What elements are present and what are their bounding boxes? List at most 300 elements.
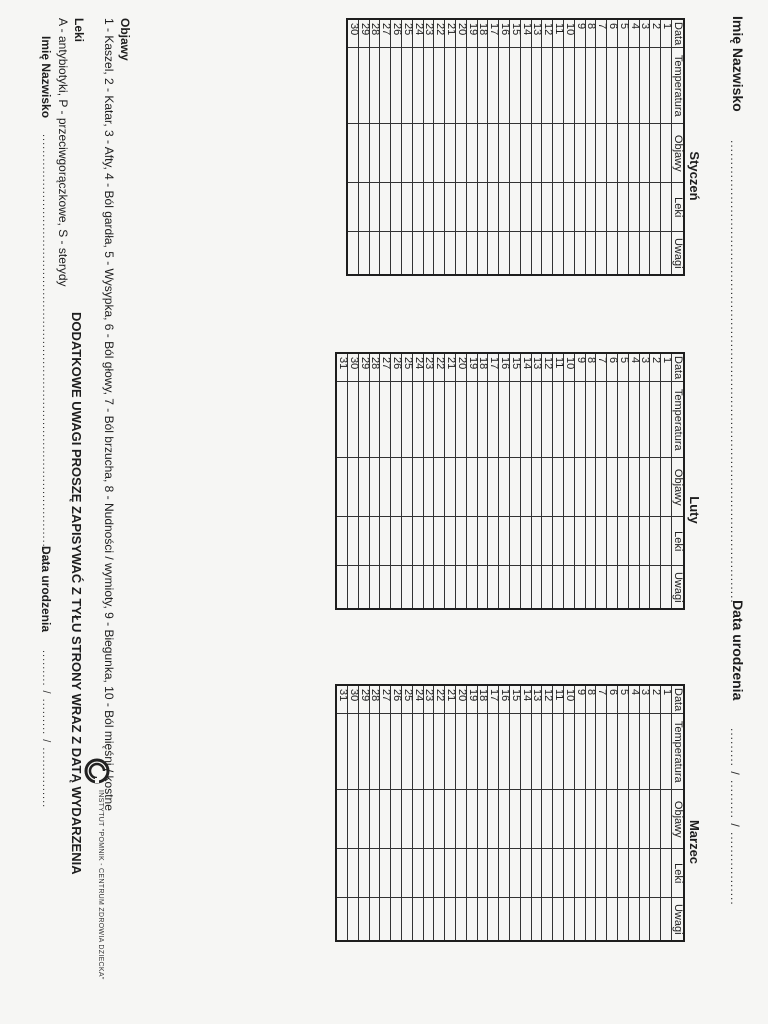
symptoms-cell[interactable] bbox=[574, 458, 585, 517]
symptoms-cell[interactable] bbox=[520, 124, 531, 183]
meds-cell[interactable] bbox=[618, 517, 629, 566]
notes-cell[interactable] bbox=[510, 232, 521, 276]
symptoms-cell[interactable] bbox=[542, 790, 553, 849]
notes-cell[interactable] bbox=[553, 566, 564, 610]
notes-cell[interactable] bbox=[423, 566, 434, 610]
symptoms-cell[interactable] bbox=[466, 790, 477, 849]
header-name-field[interactable]: ........................................................................................................... bbox=[728, 140, 742, 604]
temperature-cell[interactable] bbox=[488, 382, 499, 458]
meds-cell[interactable] bbox=[434, 183, 445, 232]
symptoms-cell[interactable] bbox=[661, 458, 672, 517]
symptoms-cell[interactable] bbox=[650, 458, 661, 517]
symptoms-cell[interactable] bbox=[499, 458, 510, 517]
meds-cell[interactable] bbox=[434, 849, 445, 898]
meds-cell[interactable] bbox=[628, 849, 639, 898]
temperature-cell[interactable] bbox=[412, 382, 423, 458]
notes-cell[interactable] bbox=[369, 566, 380, 610]
notes-cell[interactable] bbox=[520, 232, 531, 276]
meds-cell[interactable] bbox=[542, 517, 553, 566]
notes-cell[interactable] bbox=[412, 232, 423, 276]
symptoms-cell[interactable] bbox=[477, 458, 488, 517]
symptoms-cell[interactable] bbox=[445, 458, 456, 517]
symptoms-cell[interactable] bbox=[553, 124, 564, 183]
symptoms-cell[interactable] bbox=[369, 124, 380, 183]
meds-cell[interactable] bbox=[650, 517, 661, 566]
meds-cell[interactable] bbox=[358, 517, 369, 566]
temperature-cell[interactable] bbox=[402, 382, 413, 458]
temperature-cell[interactable] bbox=[423, 714, 434, 790]
symptoms-cell[interactable] bbox=[456, 124, 467, 183]
meds-cell[interactable] bbox=[639, 517, 650, 566]
notes-cell[interactable] bbox=[607, 232, 618, 276]
meds-cell[interactable] bbox=[456, 517, 467, 566]
symptoms-cell[interactable] bbox=[628, 124, 639, 183]
symptoms-cell[interactable] bbox=[520, 790, 531, 849]
notes-cell[interactable] bbox=[369, 232, 380, 276]
meds-cell[interactable] bbox=[380, 183, 391, 232]
temperature-cell[interactable] bbox=[607, 714, 618, 790]
notes-cell[interactable] bbox=[639, 898, 650, 942]
temperature-cell[interactable] bbox=[542, 382, 553, 458]
notes-cell[interactable] bbox=[574, 566, 585, 610]
temperature-cell[interactable] bbox=[564, 48, 575, 124]
symptoms-cell[interactable] bbox=[607, 124, 618, 183]
symptoms-cell[interactable] bbox=[607, 790, 618, 849]
symptoms-cell[interactable] bbox=[531, 458, 542, 517]
temperature-cell[interactable] bbox=[661, 382, 672, 458]
notes-cell[interactable] bbox=[520, 566, 531, 610]
notes-cell[interactable] bbox=[477, 566, 488, 610]
notes-cell[interactable] bbox=[456, 566, 467, 610]
symptoms-cell[interactable] bbox=[369, 458, 380, 517]
meds-cell[interactable] bbox=[380, 517, 391, 566]
notes-cell[interactable] bbox=[348, 566, 359, 610]
notes-cell[interactable] bbox=[542, 232, 553, 276]
notes-cell[interactable] bbox=[423, 898, 434, 942]
symptoms-cell[interactable] bbox=[607, 458, 618, 517]
meds-cell[interactable] bbox=[423, 183, 434, 232]
temperature-cell[interactable] bbox=[477, 714, 488, 790]
notes-cell[interactable] bbox=[347, 232, 358, 276]
temperature-cell[interactable] bbox=[477, 48, 488, 124]
meds-cell[interactable] bbox=[499, 183, 510, 232]
notes-cell[interactable] bbox=[542, 566, 553, 610]
notes-cell[interactable] bbox=[477, 232, 488, 276]
symptoms-cell[interactable] bbox=[499, 790, 510, 849]
symptoms-cell[interactable] bbox=[618, 790, 629, 849]
notes-cell[interactable] bbox=[434, 566, 445, 610]
notes-cell[interactable] bbox=[499, 566, 510, 610]
meds-cell[interactable] bbox=[574, 849, 585, 898]
notes-cell[interactable] bbox=[434, 898, 445, 942]
temperature-cell[interactable] bbox=[369, 48, 380, 124]
meds-cell[interactable] bbox=[466, 517, 477, 566]
symptoms-cell[interactable] bbox=[488, 458, 499, 517]
notes-cell[interactable] bbox=[618, 232, 629, 276]
notes-cell[interactable] bbox=[358, 232, 369, 276]
symptoms-cell[interactable] bbox=[391, 790, 402, 849]
notes-cell[interactable] bbox=[618, 898, 629, 942]
meds-cell[interactable] bbox=[564, 183, 575, 232]
footer-birth-field[interactable]: ......... / ......... / ............... bbox=[40, 650, 52, 809]
notes-cell[interactable] bbox=[466, 898, 477, 942]
symptoms-cell[interactable] bbox=[499, 124, 510, 183]
notes-cell[interactable] bbox=[574, 898, 585, 942]
meds-cell[interactable] bbox=[596, 517, 607, 566]
notes-cell[interactable] bbox=[477, 898, 488, 942]
temperature-cell[interactable] bbox=[445, 714, 456, 790]
notes-cell[interactable] bbox=[499, 898, 510, 942]
symptoms-cell[interactable] bbox=[639, 790, 650, 849]
meds-cell[interactable] bbox=[553, 517, 564, 566]
meds-cell[interactable] bbox=[542, 183, 553, 232]
meds-cell[interactable] bbox=[456, 183, 467, 232]
notes-cell[interactable] bbox=[499, 232, 510, 276]
notes-cell[interactable] bbox=[639, 566, 650, 610]
meds-cell[interactable] bbox=[466, 849, 477, 898]
notes-cell[interactable] bbox=[650, 566, 661, 610]
symptoms-cell[interactable] bbox=[380, 124, 391, 183]
temperature-cell[interactable] bbox=[358, 382, 369, 458]
symptoms-cell[interactable] bbox=[596, 790, 607, 849]
meds-cell[interactable] bbox=[380, 849, 391, 898]
symptoms-cell[interactable] bbox=[531, 124, 542, 183]
meds-cell[interactable] bbox=[574, 517, 585, 566]
meds-cell[interactable] bbox=[466, 183, 477, 232]
meds-cell[interactable] bbox=[499, 517, 510, 566]
notes-cell[interactable] bbox=[380, 898, 391, 942]
notes-cell[interactable] bbox=[596, 232, 607, 276]
meds-cell[interactable] bbox=[607, 517, 618, 566]
meds-cell[interactable] bbox=[423, 849, 434, 898]
meds-cell[interactable] bbox=[445, 517, 456, 566]
symptoms-cell[interactable] bbox=[466, 458, 477, 517]
symptoms-cell[interactable] bbox=[564, 124, 575, 183]
temperature-cell[interactable] bbox=[412, 714, 423, 790]
notes-cell[interactable] bbox=[596, 898, 607, 942]
temperature-cell[interactable] bbox=[434, 382, 445, 458]
temperature-cell[interactable] bbox=[607, 382, 618, 458]
symptoms-cell[interactable] bbox=[488, 124, 499, 183]
temperature-cell[interactable] bbox=[531, 48, 542, 124]
symptoms-cell[interactable] bbox=[639, 124, 650, 183]
symptoms-cell[interactable] bbox=[585, 458, 596, 517]
temperature-cell[interactable] bbox=[628, 48, 639, 124]
notes-cell[interactable] bbox=[456, 898, 467, 942]
meds-cell[interactable] bbox=[531, 183, 542, 232]
temperature-cell[interactable] bbox=[574, 48, 585, 124]
symptoms-cell[interactable] bbox=[618, 458, 629, 517]
temperature-cell[interactable] bbox=[596, 48, 607, 124]
symptoms-cell[interactable] bbox=[531, 790, 542, 849]
temperature-cell[interactable] bbox=[380, 382, 391, 458]
notes-cell[interactable] bbox=[445, 898, 456, 942]
temperature-cell[interactable] bbox=[574, 714, 585, 790]
symptoms-cell[interactable] bbox=[618, 124, 629, 183]
temperature-cell[interactable] bbox=[585, 382, 596, 458]
temperature-cell[interactable] bbox=[488, 48, 499, 124]
meds-cell[interactable] bbox=[564, 517, 575, 566]
notes-cell[interactable] bbox=[412, 898, 423, 942]
meds-cell[interactable] bbox=[488, 183, 499, 232]
temperature-cell[interactable] bbox=[358, 48, 369, 124]
meds-cell[interactable] bbox=[369, 183, 380, 232]
temperature-cell[interactable] bbox=[369, 714, 380, 790]
temperature-cell[interactable] bbox=[639, 382, 650, 458]
symptoms-cell[interactable] bbox=[477, 124, 488, 183]
temperature-cell[interactable] bbox=[510, 382, 521, 458]
meds-cell[interactable] bbox=[520, 849, 531, 898]
symptoms-cell[interactable] bbox=[510, 124, 521, 183]
temperature-cell[interactable] bbox=[510, 48, 521, 124]
notes-cell[interactable] bbox=[336, 566, 347, 610]
temperature-cell[interactable] bbox=[477, 382, 488, 458]
notes-cell[interactable] bbox=[607, 898, 618, 942]
symptoms-cell[interactable] bbox=[456, 458, 467, 517]
symptoms-cell[interactable] bbox=[434, 124, 445, 183]
meds-cell[interactable] bbox=[628, 517, 639, 566]
symptoms-cell[interactable] bbox=[628, 458, 639, 517]
notes-cell[interactable] bbox=[628, 566, 639, 610]
symptoms-cell[interactable] bbox=[650, 124, 661, 183]
notes-cell[interactable] bbox=[564, 898, 575, 942]
meds-cell[interactable] bbox=[477, 849, 488, 898]
notes-cell[interactable] bbox=[510, 566, 521, 610]
notes-cell[interactable] bbox=[661, 232, 672, 276]
symptoms-cell[interactable] bbox=[358, 790, 369, 849]
meds-cell[interactable] bbox=[520, 517, 531, 566]
notes-cell[interactable] bbox=[358, 898, 369, 942]
symptoms-cell[interactable] bbox=[434, 790, 445, 849]
meds-cell[interactable] bbox=[531, 849, 542, 898]
temperature-cell[interactable] bbox=[531, 714, 542, 790]
temperature-cell[interactable] bbox=[574, 382, 585, 458]
notes-cell[interactable] bbox=[585, 898, 596, 942]
notes-cell[interactable] bbox=[466, 232, 477, 276]
temperature-cell[interactable] bbox=[466, 48, 477, 124]
meds-cell[interactable] bbox=[348, 517, 359, 566]
symptoms-cell[interactable] bbox=[661, 790, 672, 849]
symptoms-cell[interactable] bbox=[520, 458, 531, 517]
temperature-cell[interactable] bbox=[336, 382, 347, 458]
meds-cell[interactable] bbox=[348, 849, 359, 898]
temperature-cell[interactable] bbox=[564, 714, 575, 790]
temperature-cell[interactable] bbox=[456, 714, 467, 790]
temperature-cell[interactable] bbox=[607, 48, 618, 124]
meds-cell[interactable] bbox=[628, 183, 639, 232]
meds-cell[interactable] bbox=[445, 849, 456, 898]
meds-cell[interactable] bbox=[510, 849, 521, 898]
notes-cell[interactable] bbox=[510, 898, 521, 942]
temperature-cell[interactable] bbox=[423, 48, 434, 124]
meds-cell[interactable] bbox=[336, 849, 347, 898]
temperature-cell[interactable] bbox=[628, 382, 639, 458]
temperature-cell[interactable] bbox=[520, 714, 531, 790]
notes-cell[interactable] bbox=[369, 898, 380, 942]
notes-cell[interactable] bbox=[488, 232, 499, 276]
header-birth-field[interactable]: ......... / ......... / ................. bbox=[728, 728, 742, 906]
notes-cell[interactable] bbox=[391, 898, 402, 942]
symptoms-cell[interactable] bbox=[585, 124, 596, 183]
symptoms-cell[interactable] bbox=[336, 458, 347, 517]
symptoms-cell[interactable] bbox=[348, 790, 359, 849]
notes-cell[interactable] bbox=[445, 232, 456, 276]
symptoms-cell[interactable] bbox=[553, 458, 564, 517]
symptoms-cell[interactable] bbox=[553, 790, 564, 849]
meds-cell[interactable] bbox=[585, 849, 596, 898]
symptoms-cell[interactable] bbox=[477, 790, 488, 849]
footer-name-field[interactable]: .......................................................................................................... bbox=[40, 134, 52, 564]
symptoms-cell[interactable] bbox=[628, 790, 639, 849]
notes-cell[interactable] bbox=[531, 898, 542, 942]
temperature-cell[interactable] bbox=[618, 714, 629, 790]
symptoms-cell[interactable] bbox=[412, 458, 423, 517]
symptoms-cell[interactable] bbox=[542, 124, 553, 183]
temperature-cell[interactable] bbox=[628, 714, 639, 790]
meds-cell[interactable] bbox=[412, 849, 423, 898]
meds-cell[interactable] bbox=[358, 849, 369, 898]
meds-cell[interactable] bbox=[445, 183, 456, 232]
notes-cell[interactable] bbox=[412, 566, 423, 610]
temperature-cell[interactable] bbox=[402, 714, 413, 790]
temperature-cell[interactable] bbox=[466, 714, 477, 790]
notes-cell[interactable] bbox=[564, 566, 575, 610]
symptoms-cell[interactable] bbox=[380, 790, 391, 849]
temperature-cell[interactable] bbox=[380, 48, 391, 124]
temperature-cell[interactable] bbox=[348, 382, 359, 458]
meds-cell[interactable] bbox=[661, 517, 672, 566]
notes-cell[interactable] bbox=[488, 566, 499, 610]
notes-cell[interactable] bbox=[380, 232, 391, 276]
notes-cell[interactable] bbox=[336, 898, 347, 942]
meds-cell[interactable] bbox=[434, 517, 445, 566]
temperature-cell[interactable] bbox=[499, 48, 510, 124]
notes-cell[interactable] bbox=[596, 566, 607, 610]
symptoms-cell[interactable] bbox=[423, 790, 434, 849]
temperature-cell[interactable] bbox=[639, 714, 650, 790]
meds-cell[interactable] bbox=[391, 183, 402, 232]
notes-cell[interactable] bbox=[661, 566, 672, 610]
temperature-cell[interactable] bbox=[520, 48, 531, 124]
meds-cell[interactable] bbox=[661, 849, 672, 898]
symptoms-cell[interactable] bbox=[596, 458, 607, 517]
temperature-cell[interactable] bbox=[434, 714, 445, 790]
meds-cell[interactable] bbox=[369, 849, 380, 898]
symptoms-cell[interactable] bbox=[574, 124, 585, 183]
symptoms-cell[interactable] bbox=[380, 458, 391, 517]
notes-cell[interactable] bbox=[456, 232, 467, 276]
notes-cell[interactable] bbox=[553, 232, 564, 276]
temperature-cell[interactable] bbox=[348, 714, 359, 790]
meds-cell[interactable] bbox=[553, 183, 564, 232]
temperature-cell[interactable] bbox=[585, 48, 596, 124]
symptoms-cell[interactable] bbox=[574, 790, 585, 849]
notes-cell[interactable] bbox=[445, 566, 456, 610]
notes-cell[interactable] bbox=[628, 232, 639, 276]
symptoms-cell[interactable] bbox=[510, 458, 521, 517]
meds-cell[interactable] bbox=[661, 183, 672, 232]
temperature-cell[interactable] bbox=[412, 48, 423, 124]
meds-cell[interactable] bbox=[639, 849, 650, 898]
symptoms-cell[interactable] bbox=[336, 790, 347, 849]
notes-cell[interactable] bbox=[650, 232, 661, 276]
notes-cell[interactable] bbox=[402, 898, 413, 942]
notes-cell[interactable] bbox=[618, 566, 629, 610]
symptoms-cell[interactable] bbox=[391, 124, 402, 183]
notes-cell[interactable] bbox=[585, 232, 596, 276]
temperature-cell[interactable] bbox=[618, 382, 629, 458]
meds-cell[interactable] bbox=[618, 849, 629, 898]
meds-cell[interactable] bbox=[499, 849, 510, 898]
symptoms-cell[interactable] bbox=[358, 458, 369, 517]
symptoms-cell[interactable] bbox=[402, 124, 413, 183]
symptoms-cell[interactable] bbox=[510, 790, 521, 849]
temperature-cell[interactable] bbox=[661, 48, 672, 124]
meds-cell[interactable] bbox=[531, 517, 542, 566]
temperature-cell[interactable] bbox=[650, 48, 661, 124]
temperature-cell[interactable] bbox=[650, 714, 661, 790]
meds-cell[interactable] bbox=[488, 517, 499, 566]
notes-cell[interactable] bbox=[564, 232, 575, 276]
meds-cell[interactable] bbox=[596, 849, 607, 898]
meds-cell[interactable] bbox=[336, 517, 347, 566]
meds-cell[interactable] bbox=[488, 849, 499, 898]
temperature-cell[interactable] bbox=[456, 382, 467, 458]
notes-cell[interactable] bbox=[402, 232, 413, 276]
meds-cell[interactable] bbox=[650, 183, 661, 232]
symptoms-cell[interactable] bbox=[661, 124, 672, 183]
temperature-cell[interactable] bbox=[391, 48, 402, 124]
notes-cell[interactable] bbox=[531, 232, 542, 276]
meds-cell[interactable] bbox=[412, 183, 423, 232]
meds-cell[interactable] bbox=[510, 517, 521, 566]
notes-cell[interactable] bbox=[542, 898, 553, 942]
notes-cell[interactable] bbox=[466, 566, 477, 610]
meds-cell[interactable] bbox=[553, 849, 564, 898]
notes-cell[interactable] bbox=[650, 898, 661, 942]
symptoms-cell[interactable] bbox=[564, 458, 575, 517]
meds-cell[interactable] bbox=[618, 183, 629, 232]
notes-cell[interactable] bbox=[423, 232, 434, 276]
symptoms-cell[interactable] bbox=[348, 458, 359, 517]
temperature-cell[interactable] bbox=[564, 382, 575, 458]
meds-cell[interactable] bbox=[391, 849, 402, 898]
temperature-cell[interactable] bbox=[499, 382, 510, 458]
temperature-cell[interactable] bbox=[520, 382, 531, 458]
meds-cell[interactable] bbox=[639, 183, 650, 232]
meds-cell[interactable] bbox=[574, 183, 585, 232]
meds-cell[interactable] bbox=[402, 849, 413, 898]
temperature-cell[interactable] bbox=[369, 382, 380, 458]
notes-cell[interactable] bbox=[585, 566, 596, 610]
symptoms-cell[interactable] bbox=[456, 790, 467, 849]
meds-cell[interactable] bbox=[510, 183, 521, 232]
temperature-cell[interactable] bbox=[358, 714, 369, 790]
notes-cell[interactable] bbox=[574, 232, 585, 276]
symptoms-cell[interactable] bbox=[650, 790, 661, 849]
notes-cell[interactable] bbox=[607, 566, 618, 610]
temperature-cell[interactable] bbox=[423, 382, 434, 458]
temperature-cell[interactable] bbox=[402, 48, 413, 124]
notes-cell[interactable] bbox=[639, 232, 650, 276]
symptoms-cell[interactable] bbox=[423, 124, 434, 183]
symptoms-cell[interactable] bbox=[434, 458, 445, 517]
meds-cell[interactable] bbox=[402, 517, 413, 566]
temperature-cell[interactable] bbox=[445, 382, 456, 458]
meds-cell[interactable] bbox=[607, 183, 618, 232]
notes-cell[interactable] bbox=[628, 898, 639, 942]
temperature-cell[interactable] bbox=[553, 714, 564, 790]
